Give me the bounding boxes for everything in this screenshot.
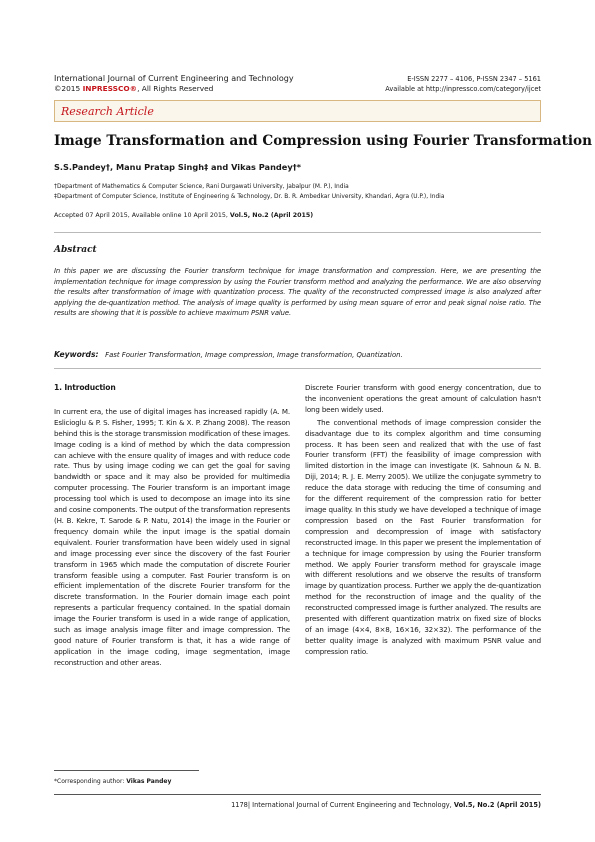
intro-paragraph-1: In current era, the use of digital images has increased rapidly (A. M. Eslicioglu & P. S. Fisher, 1995; T. Kin & X. P. Zhang 2008). The reason behind this is the storage transmission modification of these images. Image coding is a kind of method by which the data compression can achieve with the ensure quality of images and with reduce code rate. Thus by using image coding we can get the goal for saving bandwidth or space and it may also be provided for multimedia computer processing. The Fourier transform is an important image processing tool which is used to decompose an image into its sine and cosine components. The output of the transformation represents (H. B. Kekre, T. Sarode & P. Natu, 2014) the image in the Fourier or frequency domain while the input image is the spatial domain equivalent. Fourier transformation have been widely used in signal and image processing ever since the discovery of the fast Fourier transform in 1965 which made the computation of discrete Fourier transform feasible using a computer. Fast Fourier transform is on efficient implementation of the discrete Fourier transform for the discrete transformation. In the Fourier domain image each point represents a particular frequency contained. In the spatial domain image the Fourier transform is used in a wide range of application, such as image analysis image filter and image compression. The good nature of Fourier transform is that, it has a wide range of application in the image coding, image segmentation, image reconstruction and other areas. [54, 406, 290, 667]
footer-divider [54, 794, 541, 795]
copyright-suffix: , All Rights Reserved [137, 84, 214, 93]
section-heading: 1. Introduction [54, 383, 116, 392]
abstract-heading: Abstract [54, 245, 97, 255]
availability-link[interactable]: Available at http://inpressco.com/category/ijcet [385, 85, 541, 93]
page-footer [231, 801, 541, 809]
affiliation-1: †Department of Mathematics & Computer Science, Rani Durgawati University, Jabalpur (M. P.), India [54, 184, 349, 190]
intro-paragraph-2: Discrete Fourier transform with good energy concentration, due to the inconvenient operations the great amount of calculation hasn't long been widely used. [305, 383, 541, 414]
journal-name: International Journal of Current Engineering and Technology [54, 74, 294, 83]
footer-volume: Vol.5, No.2 (April 2015) [453, 801, 541, 809]
column-right [305, 383, 541, 658]
copyright-line [54, 84, 294, 94]
keywords-label: Keywords: [54, 350, 99, 359]
article-type: Research Article [61, 105, 154, 118]
accepted-dates [54, 212, 313, 219]
keywords [54, 350, 403, 359]
corresponding-author [54, 778, 171, 785]
column-left [54, 383, 290, 669]
divider-top [54, 232, 541, 233]
footnote-prefix: *Corresponding author: [54, 778, 127, 785]
issn-header [385, 74, 541, 94]
footer-text: 1178| International Journal of Current Engineering and Technology, [231, 801, 454, 809]
journal-header [54, 74, 294, 94]
publisher-name: INPRESSCO® [82, 84, 138, 93]
intro-paragraph-3: The conventional methods of image compression consider the disadvantage due to its complex algorithm and time consuming process. It has been seen and realized that with the use of fast Fourier transform (FFT) the feasibility of image compression with limited distortion in the image can investigate (K. Sahnoun & N. B. Diji, 2014; R. J. E. Merry 2005). We utilize the conjugate symmetry to reduce the data storage with reducing the time of consuming and for the different requirement of the compression ratio for better image quality. In this study we have developed a technique of image compression based on the Fast Fourier transformation for compression and decompression of image with satisfactory reconstructed image. In this paper we present the implementation of a technique for image compression by using the Fourier transform method. We apply Fourier transform method for grayscale image with different resolutions and we observe the results of transform image by quantization process. Further we apply the de-quantization method for the reconstruction of image and the quality of the reconstructed compressed image is further analyzed. The results are presented with different quantization matrix on fixed size of blocks of an image (4×4, 8×8, 16×16, 32×32). The performance of the better quality image is analyzed with maximum PSNR value and compression ratio. [305, 417, 541, 656]
author-name: Vikas Pandey [126, 778, 172, 785]
divider-keywords [54, 368, 541, 369]
keywords-text: Fast Fourier Transformation, Image compression, Image transformation, Quantization. [105, 351, 403, 359]
authors: S.S.Pandey†, Manu Pratap Singh‡ and Vikas Pandey†* [54, 162, 302, 172]
copyright-prefix: ©2015 [54, 84, 83, 93]
abstract-text: In this paper we are discussing the Fourier transform technique for image transformation and compression. Here, we are presenting the implementation technique for image compression by using the Fourier transform method and analyzing the performance. We are also observing the results after transformation of image with quantization process. The quality of the reconstructed compressed image is also analyzed after applying the de-quantization method. The analysis of image quality is performed by using mean square of error and peak signal noise ratio. The results are showing that it is possible to achieve maximum PSNR value. [54, 267, 541, 318]
article-type-banner [54, 100, 541, 122]
footnote-divider [54, 770, 199, 771]
affiliation-2: ‡Department of Computer Science, Institute of Engineering & Technology, Dr. B. R. Ambedkar University, Khandari, Agra (U.P.), India [54, 194, 445, 200]
accepted-prefix: Accepted 07 April 2015, Available online 10 April 2015, [54, 212, 230, 219]
issn: E-ISSN 2277 – 4106, P-ISSN 2347 – 5161 [407, 75, 541, 83]
paper-title: Image Transformation and Compression using Fourier Transformation [54, 133, 592, 149]
accepted-volume: Vol.5, No.2 (April 2015) [229, 212, 314, 219]
